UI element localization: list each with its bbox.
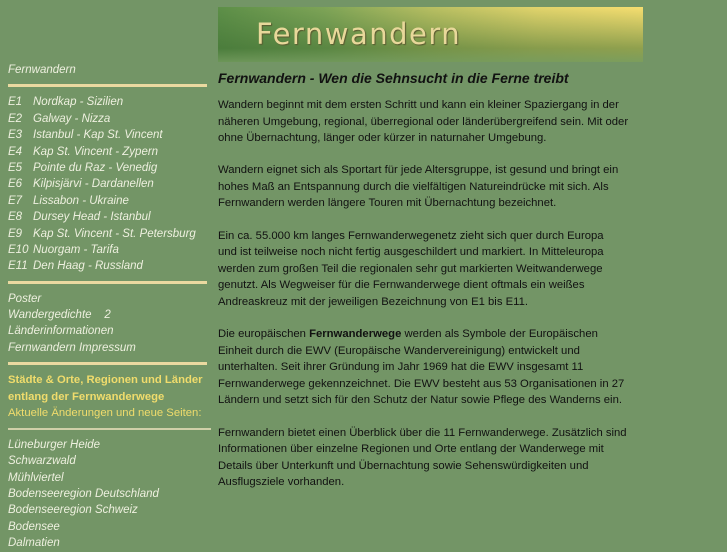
text-line: Fernwandern bietet einen Überblick über die 11 Fernwanderwege. Zusätzlich sind <box>218 426 627 439</box>
text-line: Fernwanderwege gekennzeichnet. Die EWV besteht aus 53 Organisationen in 27 <box>218 377 625 390</box>
text: Die europäischen <box>218 328 310 341</box>
text-line: Andreaskreuz mit der jeweiligen Bezeichnung von E1 bis E11. <box>218 295 529 308</box>
nav-link[interactable]: Wandergedichte 2 <box>8 309 111 322</box>
misc-links <box>8 291 208 357</box>
nav-link[interactable]: Poster <box>8 292 42 305</box>
nav-region-link[interactable]: Lüneburger Heide <box>8 438 101 451</box>
nav-route-e10[interactable] <box>8 242 208 258</box>
nav-region-link[interactable]: Bodenseeregion Schweiz <box>8 504 138 517</box>
text: werden als Symbole der Europäischen <box>401 328 598 341</box>
banner-logo-title: Fernwandern <box>256 17 462 51</box>
divider <box>8 362 207 365</box>
bold-fernwanderwege: Fernwanderwege <box>309 328 402 341</box>
nav-route-e1[interactable] <box>8 94 208 110</box>
text-line: hohes Maß an Entspannung durch die vielfältigen Natureindrücke mit sich. Als <box>218 180 609 193</box>
route-code: E8 <box>8 211 23 224</box>
text-line: Wandern beginnt mit dem ersten Schritt und kann ein kleiner Spaziergang in der <box>218 99 619 111</box>
route-list <box>8 94 208 274</box>
nav-route-e4[interactable] <box>8 144 208 160</box>
text-line: näheren Umgebung, regional, überregional oder länderübergreifend sein. Mit oder <box>218 115 629 128</box>
route-code: E10 <box>8 243 29 256</box>
nav-route-e3[interactable] <box>8 127 208 143</box>
text-line: Ein ca. 55.000 km langes Fernwanderwegenetz zieht sich quer durch Europa <box>218 229 604 242</box>
divider <box>8 281 207 284</box>
nav-route-e9[interactable] <box>8 226 208 242</box>
nav-region-link[interactable]: Bodensee <box>8 520 60 533</box>
sidebar-nav <box>8 62 208 551</box>
route-code: E5 <box>8 161 23 174</box>
divider <box>8 84 207 87</box>
route-label: Den Haag - Russland <box>33 260 143 273</box>
nav-route-e11[interactable] <box>8 258 208 274</box>
route-label: Istanbul - Kap St. Vincent <box>33 129 163 142</box>
route-code: E9 <box>8 227 23 240</box>
route-code: E6 <box>8 178 23 191</box>
text-line: Einheit durch die EWV (Europäische Wandervereinigung) entwickelt und <box>218 344 580 357</box>
route-code: E7 <box>8 194 23 207</box>
nav-link[interactable]: Fernwandern Impressum <box>8 341 136 354</box>
nav-cities-regions-line1[interactable]: Städte & Orte, Regionen und Länder <box>8 374 203 387</box>
nav-route-e7[interactable] <box>8 193 208 209</box>
nav-region-link[interactable]: Bodenseeregion Deutschland <box>8 487 159 500</box>
divider <box>8 428 211 430</box>
nav-link[interactable]: Länderinformationen <box>8 325 114 338</box>
text-line: ohne Übernachtung, länger oder kürzer in naturnaher Umgebung. <box>218 132 547 145</box>
route-label: Nordkap - Sizilien <box>33 96 124 109</box>
nav-region-link[interactable]: Schwarzwald <box>8 455 76 468</box>
route-label: Dursey Head - Istanbul <box>33 211 151 224</box>
route-label: Kap St. Vincent - Zypern <box>33 145 159 158</box>
nav-region-link[interactable]: Mühlviertel <box>8 471 64 484</box>
route-label: Pointe du Raz - Venedig <box>33 161 158 174</box>
route-label: Lissabon - Ukraine <box>33 194 129 207</box>
text-line: Informationen über einzelne Regionen und Orte entlang der Wanderwege mit <box>218 443 604 456</box>
route-code: E11 <box>8 260 28 273</box>
paragraph-overview <box>218 425 658 491</box>
nav-route-e6[interactable] <box>8 176 208 192</box>
text-line: werden zum großen Teil die regionalen sehr gut markierten Weitwanderwege <box>218 262 603 275</box>
nav-region-link[interactable]: Dalmatien <box>8 537 60 550</box>
route-code: E4 <box>8 145 23 158</box>
nav-route-e2[interactable] <box>8 111 208 127</box>
nav-route-e5[interactable] <box>8 160 208 176</box>
main-content <box>218 70 658 506</box>
text-line: genutzt. Als Wegweiser für die Fernwanderwege dient oftmals ein weißes <box>218 279 585 292</box>
text-line: Ausflugsziele vorhanden. <box>218 476 345 489</box>
nav-route-e8[interactable] <box>8 209 208 225</box>
paragraph-intro <box>218 97 658 147</box>
nav-cities-regions-line2[interactable]: entlang der Fernwanderwege <box>8 390 165 403</box>
route-label: Kilpisjärvi - Dardanellen <box>33 178 154 191</box>
page-title: Fernwandern - Wen die Sehnsucht in die Ferne treibt <box>218 70 569 86</box>
text-line: Ländern und setzt sich für den Schutz der Natur sowie Pflege des Wanderns ein. <box>218 394 622 407</box>
nav-home[interactable]: Fernwandern <box>8 64 76 76</box>
paragraph-network <box>218 228 658 311</box>
header-banner <box>218 7 643 62</box>
region-links <box>8 437 208 552</box>
route-label: Nuorgam - Tarifa <box>33 243 119 256</box>
text-line: und ist teilweise noch nicht fertig ausgeschildert und markiert. In Mitteleuropa <box>218 246 604 259</box>
route-label: Galway - Nizza <box>33 112 111 125</box>
paragraph-ewv <box>218 326 658 409</box>
text-line: Wandern eignet sich als Sportart für jede Altersgruppe, ist gesund und bringt ein <box>218 164 619 177</box>
updates-label: Aktuelle Änderungen und neue Seiten: <box>8 407 202 420</box>
text-line: unterhalten. Seit ihrer Gründung im Jahr 1969 hat die EWV insgesamt 11 <box>218 361 584 374</box>
text-line: Fernwandern werden längere Touren mit Übernachtung bezeichnet. <box>218 197 557 210</box>
route-code: E1 <box>8 96 23 109</box>
route-label: Kap St. Vincent - St. Petersburg <box>33 227 196 240</box>
text-line: Details über Unterkunft und Übernachtung sowie Sehenswürdigkeiten und <box>218 459 589 472</box>
route-code: E2 <box>8 112 23 125</box>
route-code: E3 <box>8 129 23 142</box>
paragraph-sport <box>218 162 658 212</box>
